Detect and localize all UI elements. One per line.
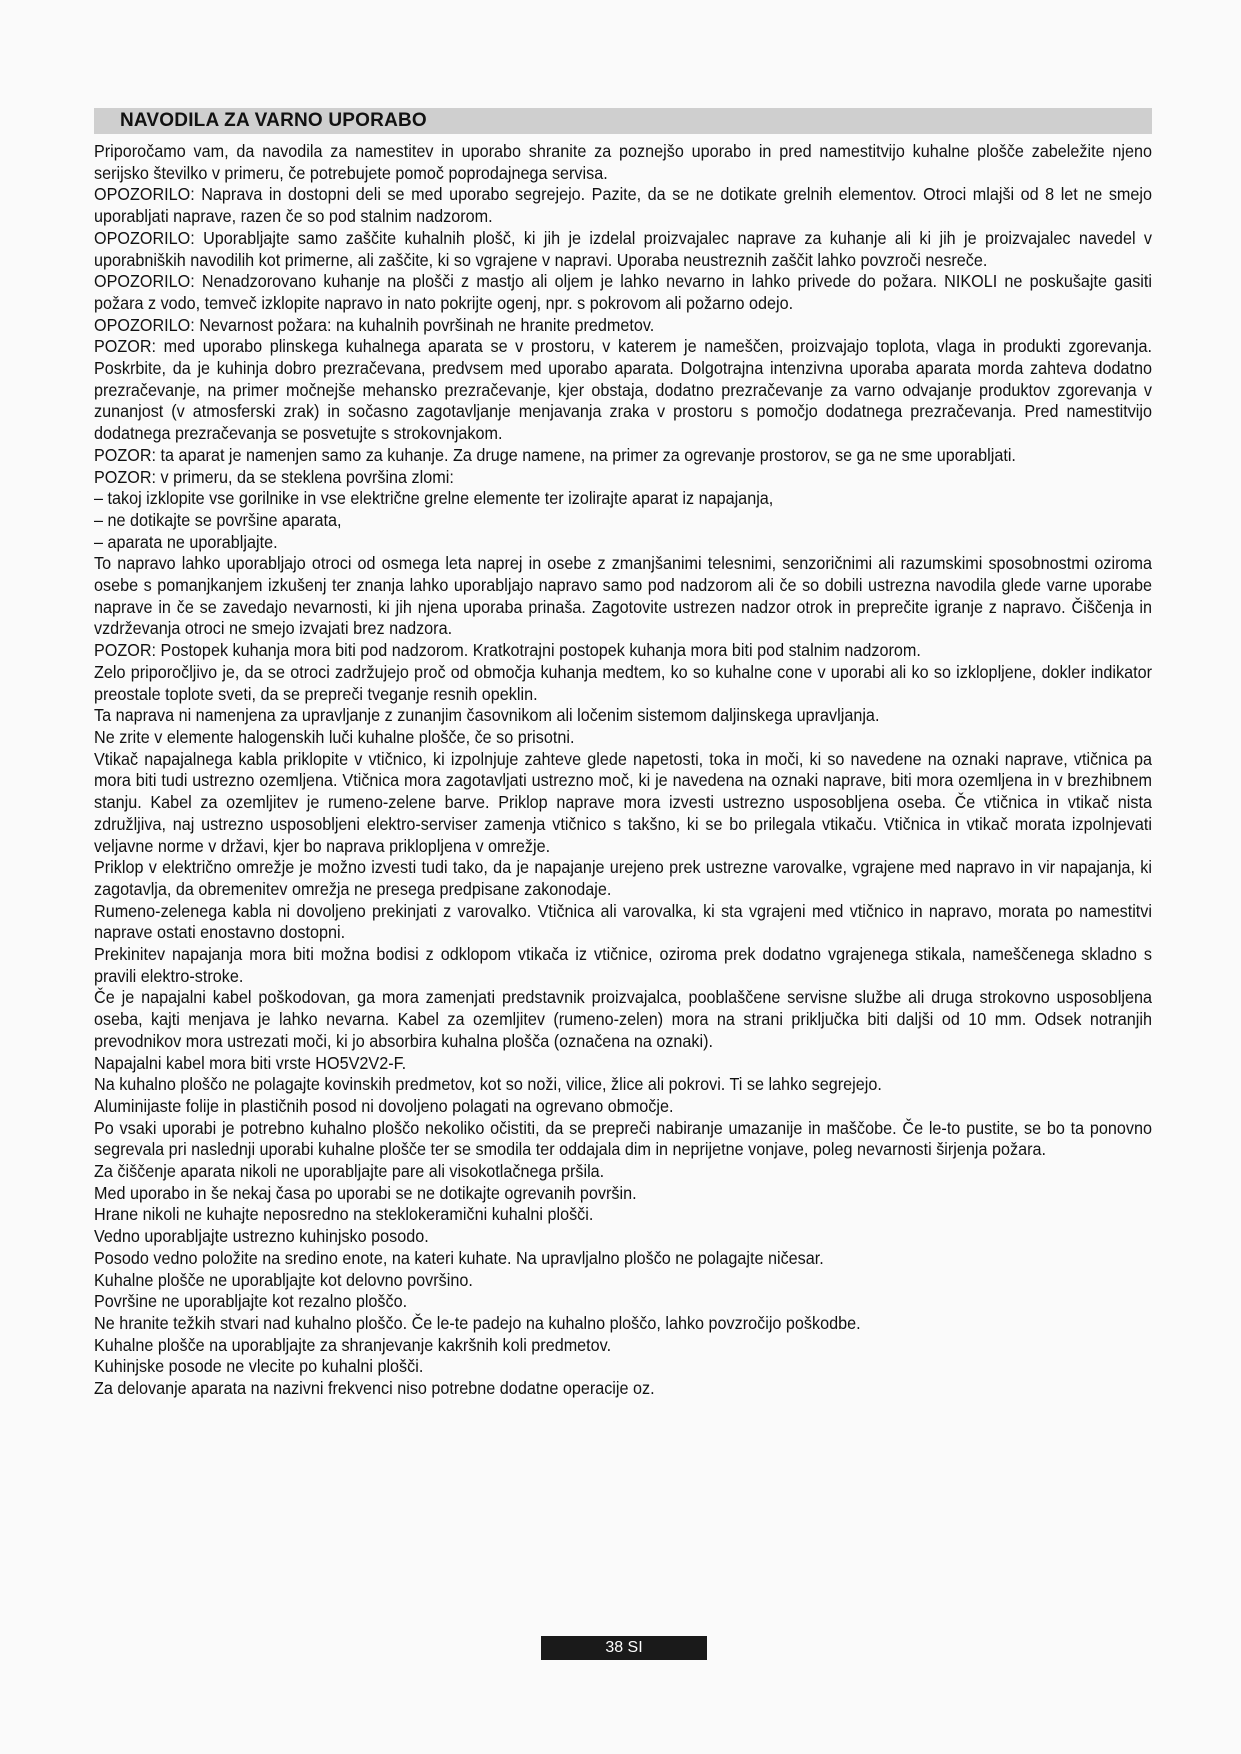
- paragraph: Med uporabo in še nekaj časa po uporabi se ne dotikajte ogrevanih površin.: [94, 1182, 637, 1203]
- paragraph: Površine ne uporabljajte kot rezalno ploščo.: [94, 1291, 408, 1312]
- list-item: – aparata ne uporabljajte.: [94, 531, 278, 552]
- paragraph: POZOR: Postopek kuhanja mora biti pod nadzorom. Kratkotrajni postopek kuhanja mora biti pod stalnim nadzorom.: [94, 640, 921, 661]
- paragraph: Na kuhalno ploščo ne polagajte kovinskih predmetov, kot so noži, vilice, žlice ali pokrovi. Ti se lahko segrejejo.: [94, 1074, 882, 1095]
- paragraph: Po vsaki uporabi je potrebno kuhalno ploščo nekoliko očistiti, da se prepreči nabiranje umazanije in maščobe. Če le-to pustite, se bo ta ponovno segrevala pri naslednji uporabi kuhalne plošče ter se smodila ter oddajala dim in neprijetne vonjave, poleg nevarnosti širjenja požara.: [94, 1117, 1152, 1160]
- paragraph: Ne zrite v elemente halogenskih luči kuhalne plošče, če so prisotni.: [94, 726, 575, 747]
- paragraph: Za čiščenje aparata nikoli ne uporabljajte pare ali visokotlačnega pršila.: [94, 1161, 605, 1182]
- list-item: – ne dotikajte se površine aparata,: [94, 509, 342, 530]
- paragraph: OPOZORILO: Uporabljajte samo zaščite kuhalnih plošč, ki jih je izdelal proizvajalec naprave za kuhanje ali ki jih je proizvajalec navedel v uporabniških navodilih kot primerne, ali zaščite, ki so vgrajene v napravi. Uporaba neustreznih zaščit lahko povzroči nesreče.: [94, 227, 1152, 270]
- paragraph: OPOZORILO: Nevarnost požara: na kuhalnih površinah ne hranite predmetov.: [94, 314, 655, 335]
- paragraph: Kuhinjske posode ne vlecite po kuhalni plošči.: [94, 1356, 424, 1377]
- paragraph: Rumeno-zelenega kabla ni dovoljeno prekinjati z varovalko. Vtičnica ali varovalka, ki sta vgrajeni med vtičnico in napravo, morata po namestitvi naprave ostati enostavno dostopni.: [94, 900, 1152, 943]
- paragraph: Aluminijaste folije in plastičnih posod ni dovoljeno polagati na ogrevano območje.: [94, 1095, 674, 1116]
- paragraph: Ne hranite težkih stvari nad kuhalno ploščo. Če le-te padejo na kuhalno ploščo, lahko povzročijo poškodbe.: [94, 1312, 861, 1333]
- paragraph: POZOR: med uporabo plinskega kuhalnega aparata se v prostoru, v katerem je nameščen, proizvajajo toplota, vlaga in produkti zgorevanja. Poskrbite, da je kuhinja dobro prezračevana, predvsem med uporabo aparata. Dolgotrajna intenzivna uporaba aparata morda zahteva dodatno prezračevanje, na primer močnejše mehansko prezračevanje, kjer obstaja, dodatno prezračevanje za varno odvajanje produktov zgorevanja v zunanjost (v atmosferski zrak) in sočasno zagotavljanje menjavanja zraka v prostoru s pomočjo dodatnega prezračevanja. Pred namestitvijo dodatnega prezračevanja se posvetujte s strokovnjakom.: [94, 336, 1152, 444]
- page-number: 38 SI: [541, 1636, 707, 1660]
- paragraph: Za delovanje aparata na nazivni frekvenci niso potrebne dodatne operacije oz.: [94, 1378, 655, 1399]
- paragraph: Priporočamo vam, da navodila za namestitev in uporabo shranite za poznejšo uporabo in pred namestitvijo kuhalne plošče zabeležite njeno serijsko številko v primeru, če potrebujete pomoč poprodajnega servisa.: [94, 141, 1152, 183]
- paragraph: POZOR: v primeru, da se steklena površina zlomi:: [94, 466, 454, 487]
- paragraph: Hrane nikoli ne kuhajte neposredno na steklokeramični kuhalni plošči.: [94, 1204, 594, 1225]
- paragraph: Priklop v električno omrežje je možno izvesti tudi tako, da je napajanje urejeno prek ustrezne varovalke, vgrajene med napravo in vir napajanja, ki zagotavlja, da obremenitev omrežja ne presega predpisane zakonodaje.: [94, 857, 1152, 899]
- paragraph: Napajalni kabel mora biti vrste HO5V2V2-F.: [94, 1052, 407, 1073]
- paragraph: OPOZORILO: Nenadzorovano kuhanje na plošči z mastjo ali oljem je lahko nevarno in lahko privede do požara. NIKOLI ne poskušajte gasiti požara z vodo, temveč izklopite napravo in nato pokrijte ogenj, npr. s pokrovom ali požarno odejo.: [94, 271, 1152, 313]
- paragraph: Če je napajalni kabel poškodovan, ga mora zamenjati predstavnik proizvajalca, pooblaščene servisne službe ali druga strokovno usposobljena oseba, kajti menjava je lahko nevarna. Kabel za ozemljitev (rumeno-zelen) mora na strani priključka biti daljši od 10 mm. Odsek notranjih prevodnikov mora ustrezati moči, ki jo absorbira kuhalna plošča (označena na oznaki).: [94, 987, 1152, 1051]
- section-heading-bar: [94, 108, 1152, 134]
- paragraph: Kuhalne plošče ne uporabljajte kot delovno površino.: [94, 1269, 473, 1290]
- paragraph: Vedno uporabljajte ustrezno kuhinjsko posodo.: [94, 1226, 429, 1247]
- paragraph: Zelo priporočljivo je, da se otroci zadržujejo proč od območja kuhanja medtem, ko so kuhalne cone v uporabi ali ko so izklopljene, dokler indikator preostale toplote sveti, da se prepreči tveganje resnih opeklin.: [94, 661, 1152, 704]
- paragraph: POZOR: ta aparat je namenjen samo za kuhanje. Za druge namene, na primer za ogrevanje prostorov, se ga ne sme uporabljati.: [94, 444, 1016, 465]
- paragraph: To napravo lahko uporabljajo otroci od osmega leta naprej in osebe z zmanjšanimi telesnimi, senzoričnimi ali razumskimi sposobnostmi oziroma osebe s pomanjkanjem izkušenj ter znanja lahko uporabljajo napravo samo pod nadzorom ali če so dobili ustrezna navodila glede varne uporabe naprave in če se zavedajo nevarnosti, ki jih njena uporaba prinaša. Zagotovite ustrezen nadzor otrok in preprečite igranje z napravo. Čiščenja in vzdrževanja otroci ne smejo izvajati brez nadzora.: [94, 553, 1152, 639]
- section-heading: NAVODILA ZA VARNO UPORABO: [120, 110, 427, 131]
- paragraph: Posodo vedno položite na sredino enote, na kateri kuhate. Na upravljalno ploščo ne polagajte ničesar.: [94, 1247, 824, 1268]
- paragraph: Prekinitev napajanja mora biti možna bodisi z odklopom vtikača iz vtičnice, oziroma prek dodatno vgrajenega stikala, nameščenega skladno s pravili elektro-stroke.: [94, 944, 1152, 986]
- body-text: [94, 141, 1152, 1400]
- paragraph: Vtikač napajalnega kabla priklopite v vtičnico, ki izpolnjuje zahteve glede napetosti, toka in moči, ki so navedene na oznaki naprave, vtičnica pa mora biti tudi ustrezno ozemljena. Vtičnica mora zagotavljati ustrezno moč, ki je navedena na oznaki naprave, biti mora ozemljena in v brezhibnem stanju. Kabel za ozemljitev je rumeno-zelene barve. Priklop naprave mora izvesti ustrezno usposobljena oseba. Če vtičnica in vtikač nista združljiva, naj ustrezno usposobljeni elektro-serviser zamenja vtičnico s takšno, ki se bo prilegala vtikaču. Vtičnica in vtikač morata izpolnjevati veljavne norme v državi, kjer bo naprava priklopljena v omrežje.: [94, 748, 1152, 856]
- paragraph: Ta naprava ni namenjena za upravljanje z zunanjim časovnikom ali ločenim sistemom daljinskega upravljanja.: [94, 705, 880, 726]
- paragraph: Kuhalne plošče na uporabljajte za shranjevanje kakršnih koli predmetov.: [94, 1334, 612, 1355]
- paragraph: OPOZORILO: Naprava in dostopni deli se med uporabo segrejejo. Pazite, da se ne dotikate grelnih elementov. Otroci mlajši od 8 let ne smejo uporabljati naprave, razen če so pod stalnim nadzorom.: [94, 184, 1152, 227]
- list-item: – takoj izklopite vse gorilnike in vse električne grelne elemente ter izolirajte aparat iz napajanja,: [94, 488, 774, 509]
